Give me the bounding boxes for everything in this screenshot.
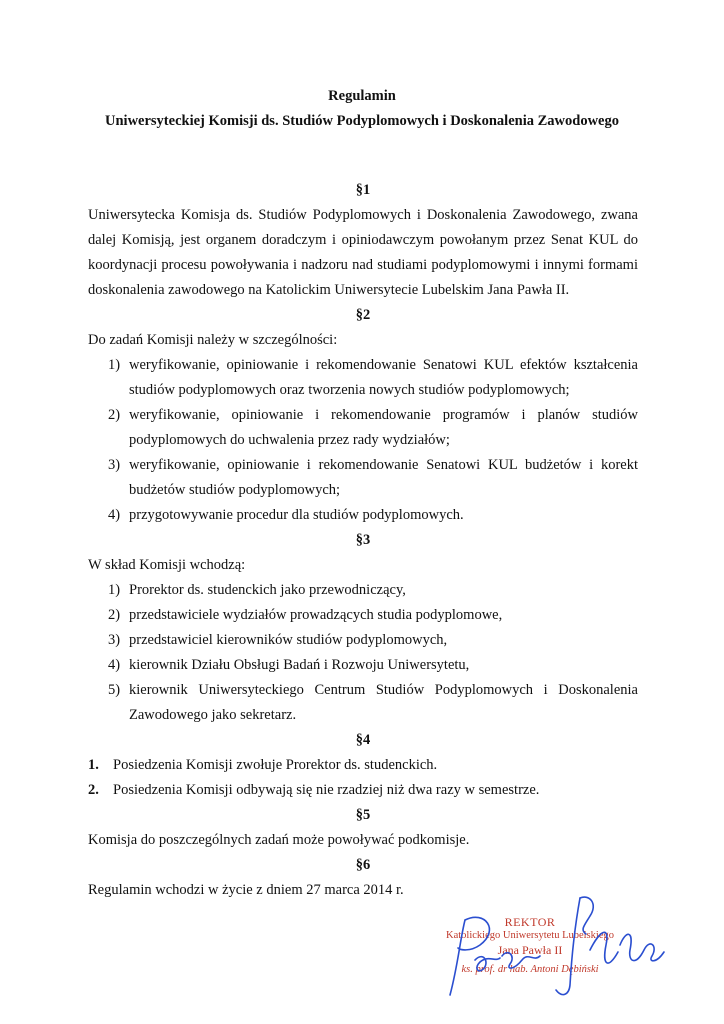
list-number: 1. bbox=[88, 757, 99, 773]
list-text: weryfikowanie, opiniowanie i rekomendowanie Senatowi KUL budżetów i korekt budżetów studiów podyplomowych; bbox=[129, 457, 638, 498]
stamp-line: ks. prof. dr hab. Antoni Dębiński bbox=[461, 964, 599, 975]
list-text: Posiedzenia Komisji zwołuje Prorektor ds. studenckich. bbox=[113, 757, 438, 773]
list-text: weryfikowanie, opiniowanie i rekomendowanie Senatowi KUL efektów kształcenia studiów podyplomowych oraz tworzenia nowych studiów podyplomowych; bbox=[129, 357, 638, 398]
section-3-list bbox=[88, 578, 638, 728]
list-text: weryfikowanie, opiniowanie i rekomendowanie programów i planów studiów podyplomowych do uchwalenia przez rady wydziałów; bbox=[129, 407, 638, 448]
list-number: 1) bbox=[108, 582, 121, 598]
list-number: 1) bbox=[108, 357, 121, 373]
list-number: 5) bbox=[108, 682, 121, 698]
stamp-line: Katolickiego Uniwersytetu Lubelskiego bbox=[446, 930, 614, 941]
list-text: kierownik Działu Obsługi Badań i Rozwoju Uniwersytetu, bbox=[129, 657, 470, 673]
section-6-text: Regulamin wchodzi w życie z dniem 27 marca 2014 r. bbox=[88, 882, 404, 898]
list-item bbox=[88, 628, 638, 653]
list-number: 2) bbox=[108, 407, 121, 423]
section-1-heading: §1 bbox=[355, 182, 371, 198]
stamp-line: REKTOR bbox=[504, 915, 556, 929]
list-item bbox=[88, 753, 638, 778]
list-item bbox=[88, 678, 638, 728]
list-item bbox=[88, 353, 638, 403]
list-text: przedstawiciel kierowników studiów podyplomowych, bbox=[129, 632, 448, 648]
section-5-heading: §5 bbox=[355, 807, 371, 823]
list-item bbox=[88, 653, 638, 678]
list-number: 2) bbox=[108, 607, 121, 623]
section-5-text: Komisja do poszczególnych zadań może powoływać podkomisje. bbox=[88, 832, 470, 848]
list-text: przedstawiciele wydziałów prowadzących studia podyplomowe, bbox=[129, 607, 503, 623]
list-text: Prorektor ds. studenckich jako przewodniczący, bbox=[129, 582, 406, 598]
handwritten-signature bbox=[430, 890, 670, 1010]
document-body bbox=[88, 178, 638, 903]
section-2-heading: §2 bbox=[355, 307, 371, 323]
list-number: 2. bbox=[88, 782, 99, 798]
section-4-list bbox=[88, 753, 638, 803]
section-1-text: Uniwersytecka Komisja ds. Studiów Podyplomowych i Doskonalenia Zawodowego, zwana dalej Komisją, jest organem doradczym i opiniodawczym powołanym przez Senat KUL do koordynacji procesu powoływania i nadzoru nad studiami podyplomowymi i innymi formami doskonalenia zawodowego na Katolickim Uniwersytecie Lubelskim Jana Pawła II. bbox=[88, 207, 638, 298]
list-number: 3) bbox=[108, 457, 121, 473]
section-2-intro: Do zadań Komisji należy w szczególności: bbox=[88, 332, 338, 348]
list-text: przygotowywanie procedur dla studiów podyplomowych. bbox=[129, 507, 464, 523]
section-3-intro: W skład Komisji wchodzą: bbox=[88, 557, 246, 573]
list-text: Posiedzenia Komisji odbywają się nie rzadziej niż dwa razy w semestrze. bbox=[113, 782, 540, 798]
list-item bbox=[88, 778, 638, 803]
list-item bbox=[88, 403, 638, 453]
list-item bbox=[88, 453, 638, 503]
list-number: 4) bbox=[108, 507, 121, 523]
list-number: 4) bbox=[108, 657, 121, 673]
section-2-list bbox=[88, 353, 638, 528]
list-text: kierownik Uniwersyteckiego Centrum Studiów Podyplomowych i Doskonalenia Zawodowego jako sekretarz. bbox=[129, 682, 638, 723]
section-6-heading: §6 bbox=[355, 857, 371, 873]
document-subtitle: Uniwersyteckiej Komisji ds. Studiów Podyplomowych i Doskonalenia Zawodowego bbox=[105, 113, 619, 129]
list-item bbox=[88, 578, 638, 603]
list-item bbox=[88, 603, 638, 628]
section-3-heading: §3 bbox=[355, 532, 371, 548]
section-4-heading: §4 bbox=[355, 732, 371, 748]
list-item bbox=[88, 503, 638, 528]
stamp-line: Jana Pawła II bbox=[497, 943, 563, 957]
document-title: Regulamin bbox=[328, 88, 396, 104]
list-number: 3) bbox=[108, 632, 121, 648]
